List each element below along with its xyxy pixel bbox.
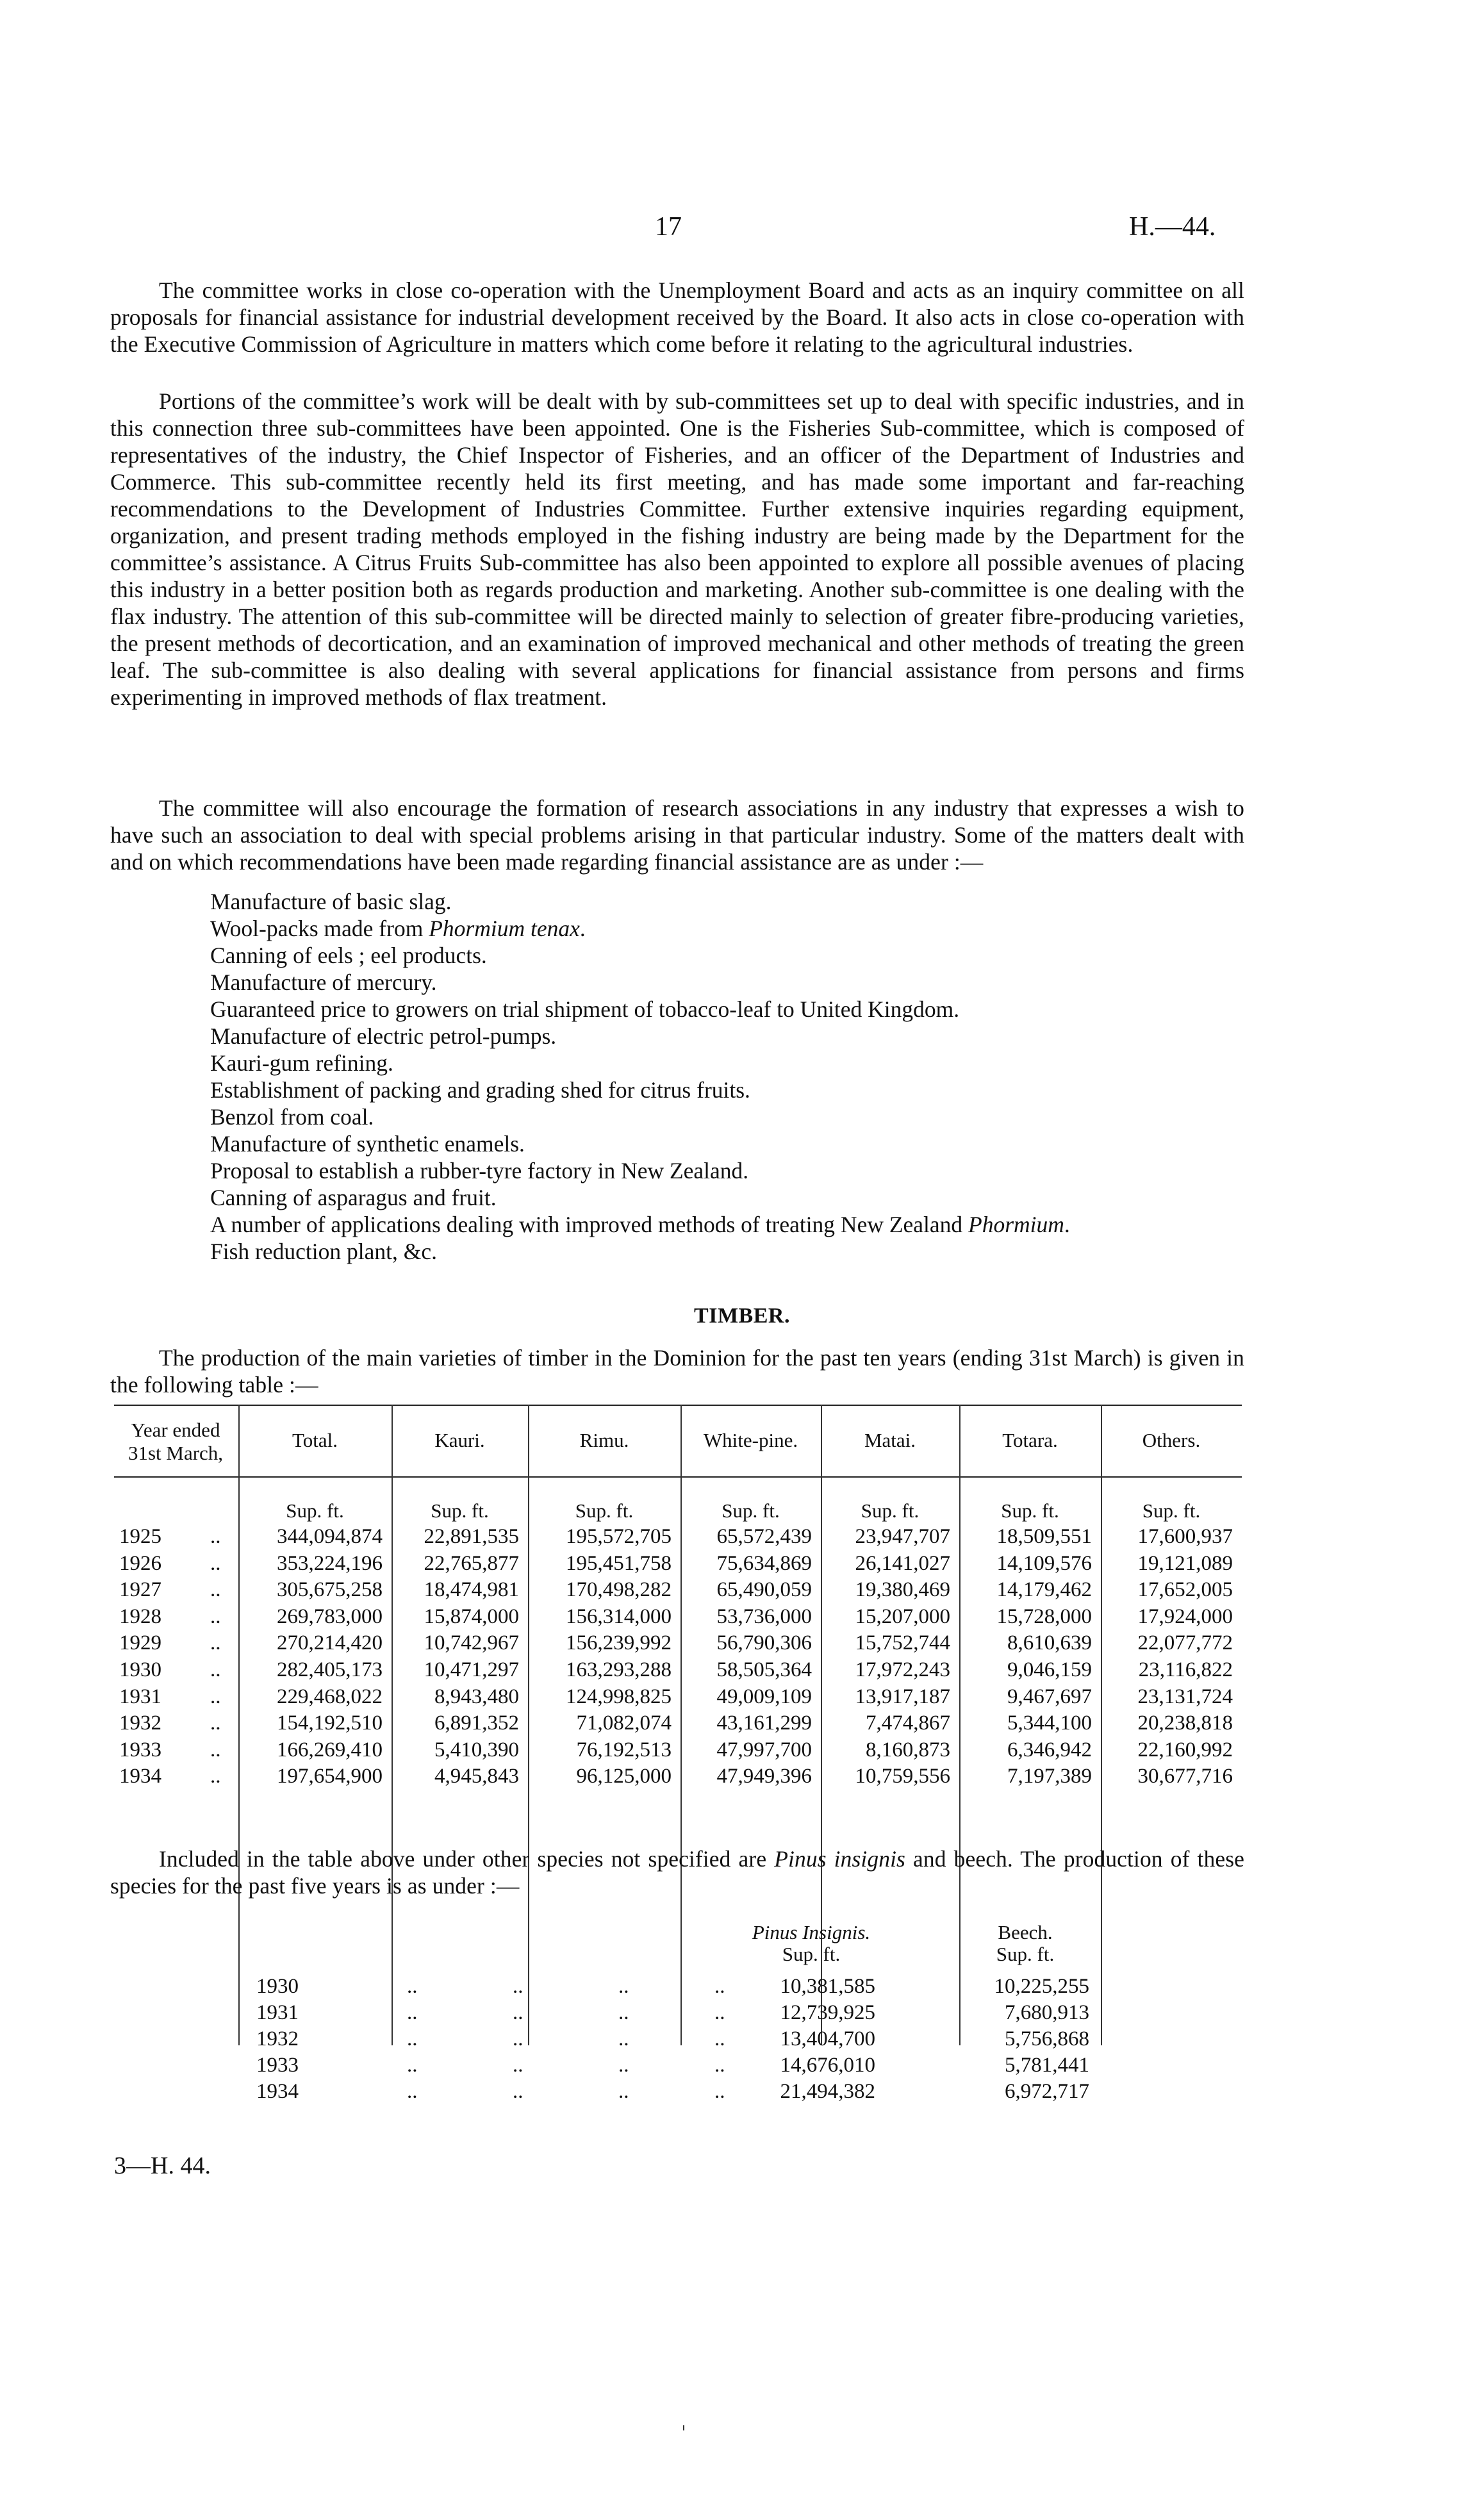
column-header: Total. <box>292 1429 338 1451</box>
value-cell: 229,468,022 <box>277 1685 383 1708</box>
list-item <box>210 1238 1070 1265</box>
leader-dots: .. <box>714 2054 725 2077</box>
footer-signature: 3—H. 44. <box>114 2152 211 2179</box>
value-cell: 15,207,000 <box>855 1604 950 1628</box>
year-cell: 1932 <box>119 1711 161 1735</box>
leader-dots: .. <box>407 2027 418 2050</box>
table-row <box>114 1605 1242 1632</box>
year-cell: 1933 <box>256 2054 299 2077</box>
species-column-header: Beech. <box>998 1921 1053 1943</box>
unit-label: Sup. ft. <box>431 1499 489 1522</box>
list-item-text: Benzol from coal. <box>210 1104 374 1130</box>
list-item <box>210 915 1070 942</box>
value-cell: 21,494,382 <box>780 2080 875 2103</box>
value-cell: 18,474,981 <box>424 1578 519 1602</box>
list-item-italic-term: Phormium <box>968 1212 1064 1237</box>
value-cell: 9,046,159 <box>1007 1658 1092 1681</box>
unit-label: Sup. ft. <box>782 1943 841 1965</box>
page-number: 17 <box>655 212 682 242</box>
leader-dots: .. <box>210 1551 221 1575</box>
list-item <box>210 888 1070 915</box>
table-row <box>0 1975 1484 2002</box>
value-cell: 75,634,869 <box>716 1551 812 1575</box>
value-cell: 166,269,410 <box>277 1738 383 1761</box>
list-item-text: Wool-packs made from <box>210 916 429 941</box>
list-item-italic-term: Phormium tenax <box>429 916 580 941</box>
paragraph-research-associations: The committee will also encourage the formation of research associations in any industry that expresses a wish to have such an association to deal with special problems arising in that particular industry. Some of the matters dealt with and on which recommendations have been made regarding financial assistance are as under :— <box>110 795 1244 875</box>
leader-dots: .. <box>407 1975 418 1998</box>
leader-dots: .. <box>210 1738 221 1761</box>
leader-dots: .. <box>210 1525 221 1548</box>
paragraph-sub-committees: Portions of the committee’s work will be dealt with by sub-committees set up to deal with specific industries, and in this connection three sub-committees have been appointed. One is the Fisheries Sub-committee, which is composed of representatives of the industry, the Chief Inspector of Fisheries, and an officer of the Department of Industries and Commerce. This sub-committee recently held its first meeting, and has made some important and far-reaching recommendations to the Development of Industries Committee. Further extensive inquiries regarding equipment, organization, and present trading methods employed in the fishing industry are being made by the Department for the committee’s assistance. A Citrus Fruits Sub-committee has also been appointed to explore all possible avenues of placing this industry in a better position both as regards production and marketing. Another sub-committee is one dealing with the flax industry. The attention of this sub-committee will be directed mainly to selection of greater fibre-producing varieties, the present methods of decortication, and an examination of improved mechanical and other methods of treating the green leaf. The sub-committee is also dealing with several applications for financial assistance from persons and firms experimenting in improved methods of flax treatment. <box>110 388 1244 710</box>
value-cell: 270,214,420 <box>277 1631 383 1655</box>
table-row <box>114 1525 1242 1552</box>
unit-label: Sup. ft. <box>1142 1499 1201 1522</box>
value-cell: 5,344,100 <box>1007 1711 1092 1735</box>
value-cell: 56,790,306 <box>716 1631 812 1655</box>
value-cell: 17,600,937 <box>1137 1525 1233 1548</box>
unit-label: Sup. ft. <box>996 1943 1055 1965</box>
value-cell: 4,945,843 <box>434 1765 519 1788</box>
value-cell: 14,109,576 <box>996 1551 1092 1575</box>
year-cell: 1929 <box>119 1631 161 1655</box>
list-item-text: Canning of asparagus and fruit. <box>210 1185 497 1210</box>
table-row <box>114 1685 1242 1712</box>
leader-dots: .. <box>210 1578 221 1602</box>
leader-dots: .. <box>618 2001 629 2024</box>
table-row <box>114 1765 1242 1792</box>
table-row <box>0 2027 1484 2054</box>
list-item-suffix: . <box>1064 1212 1070 1237</box>
value-cell: 65,490,059 <box>716 1578 812 1602</box>
table-row <box>114 1738 1242 1765</box>
leader-dots: .. <box>210 1711 221 1735</box>
leader-dots: .. <box>714 1975 725 1998</box>
value-cell: 7,197,389 <box>1007 1765 1092 1788</box>
list-item-suffix: . <box>579 916 586 941</box>
year-cell: 1927 <box>119 1578 161 1602</box>
leader-dots: .. <box>407 2054 418 2077</box>
value-cell: 19,121,089 <box>1137 1551 1233 1575</box>
column-header: Matai. <box>864 1429 916 1451</box>
list-item <box>210 1184 1070 1211</box>
list-item <box>210 1023 1070 1050</box>
value-cell: 10,381,585 <box>780 1975 875 1998</box>
column-header: Kauri. <box>434 1429 485 1451</box>
value-cell: 20,238,818 <box>1137 1711 1233 1735</box>
value-cell: 156,239,992 <box>566 1631 672 1655</box>
year-cell: 1928 <box>119 1604 161 1628</box>
leader-dots: .. <box>407 2080 418 2103</box>
year-cell: 1932 <box>256 2027 299 2050</box>
value-cell: 282,405,173 <box>277 1658 383 1681</box>
value-cell: 23,947,707 <box>855 1525 950 1548</box>
year-cell: 1934 <box>256 2080 299 2103</box>
value-cell: 15,752,744 <box>855 1631 950 1655</box>
value-cell: 156,314,000 <box>566 1604 672 1628</box>
year-cell: 1931 <box>119 1685 161 1708</box>
list-item <box>210 996 1070 1023</box>
value-cell: 13,917,187 <box>855 1685 950 1708</box>
unit-label: Sup. ft. <box>575 1499 634 1522</box>
table-row <box>114 1552 1242 1579</box>
value-cell: 269,783,000 <box>277 1604 383 1628</box>
value-cell: 124,998,825 <box>566 1685 672 1708</box>
table-header-rule <box>114 1476 1242 1478</box>
column-header: White-pine. <box>703 1429 798 1451</box>
leader-dots: .. <box>714 2027 725 2050</box>
list-item <box>210 942 1070 969</box>
list-item-text: Proposal to establish a rubber-tyre factory in New Zealand. <box>210 1158 749 1184</box>
value-cell: 26,141,027 <box>855 1551 950 1575</box>
value-cell: 71,082,074 <box>576 1711 672 1735</box>
value-cell: 163,293,288 <box>566 1658 672 1681</box>
value-cell: 19,380,469 <box>855 1578 950 1602</box>
list-item <box>210 969 1070 996</box>
value-cell: 23,131,724 <box>1137 1685 1233 1708</box>
year-cell: 1926 <box>119 1551 161 1575</box>
species-intro-text: Included in the table above under other species not specified are <box>159 1846 775 1872</box>
column-header: Totara. <box>1002 1429 1058 1451</box>
unit-label: Sup. ft. <box>286 1499 344 1522</box>
list-item-text: Fish reduction plant, &c. <box>210 1239 437 1264</box>
column-header-year <box>114 1419 237 1465</box>
value-cell: 22,765,877 <box>424 1551 519 1575</box>
value-cell: 13,404,700 <box>780 2027 875 2050</box>
species-intro-text: and beech. The production of these species for the past five years is as under :— <box>110 1846 1244 1899</box>
leader-dots: .. <box>513 1975 524 1998</box>
list-item <box>210 1211 1070 1238</box>
value-cell: 15,728,000 <box>996 1604 1092 1628</box>
table-row <box>0 2080 1484 2107</box>
value-cell: 5,756,868 <box>1005 2027 1089 2050</box>
year-cell: 1931 <box>256 2001 299 2024</box>
value-cell: 58,505,364 <box>716 1658 812 1681</box>
value-cell: 43,161,299 <box>716 1711 812 1735</box>
list-item <box>210 1130 1070 1157</box>
leader-dots: .. <box>714 2080 725 2103</box>
timber-intro: The production of the main varieties of timber in the Dominion for the past ten years (ending 31st March) is given in the following table :— <box>110 1345 1244 1398</box>
value-cell: 47,997,700 <box>716 1738 812 1761</box>
leader-dots: .. <box>513 2001 524 2024</box>
value-cell: 8,610,639 <box>1007 1631 1092 1655</box>
table-row <box>114 1631 1242 1658</box>
value-cell: 49,009,109 <box>716 1685 812 1708</box>
leader-dots: .. <box>618 2054 629 2077</box>
value-cell: 9,467,697 <box>1007 1685 1092 1708</box>
value-cell: 5,410,390 <box>434 1738 519 1761</box>
species-intro <box>110 1845 1244 1899</box>
value-cell: 7,474,867 <box>866 1711 950 1735</box>
value-cell: 6,891,352 <box>434 1711 519 1735</box>
year-header-line-2: 31st March, <box>128 1442 224 1464</box>
value-cell: 10,471,297 <box>424 1658 519 1681</box>
value-cell: 7,680,913 <box>1005 2001 1089 2024</box>
value-cell: 353,224,196 <box>277 1551 383 1575</box>
value-cell: 8,160,873 <box>866 1738 950 1761</box>
value-cell: 197,654,900 <box>277 1765 383 1788</box>
year-cell: 1930 <box>256 1975 299 1998</box>
year-header-line-1: Year ended <box>131 1419 220 1441</box>
value-cell: 17,652,005 <box>1137 1578 1233 1602</box>
value-cell: 6,346,942 <box>1007 1738 1092 1761</box>
table-row <box>114 1658 1242 1685</box>
value-cell: 195,451,758 <box>566 1551 672 1575</box>
value-cell: 22,160,992 <box>1137 1738 1233 1761</box>
leader-dots: .. <box>210 1685 221 1708</box>
table-row <box>0 2054 1484 2081</box>
list-item <box>210 1157 1070 1184</box>
value-cell: 12,739,925 <box>780 2001 875 2024</box>
year-cell: 1933 <box>119 1738 161 1761</box>
value-cell: 76,192,513 <box>576 1738 672 1761</box>
leader-dots: .. <box>714 2001 725 2024</box>
value-cell: 154,192,510 <box>277 1711 383 1735</box>
value-cell: 17,924,000 <box>1137 1604 1233 1628</box>
list-item-text: Guaranteed price to growers on trial shipment of tobacco-leaf to United Kingdom. <box>210 996 960 1022</box>
value-cell: 195,572,705 <box>566 1525 672 1548</box>
value-cell: 53,736,000 <box>716 1604 812 1628</box>
year-cell: 1930 <box>119 1658 161 1681</box>
list-item-text: Manufacture of electric petrol-pumps. <box>210 1023 557 1049</box>
column-header: Others. <box>1142 1429 1201 1451</box>
value-cell: 10,759,556 <box>855 1765 950 1788</box>
stray-mark <box>683 2425 684 2430</box>
value-cell: 344,094,874 <box>277 1525 383 1548</box>
list-item <box>210 1050 1070 1076</box>
value-cell: 22,891,535 <box>424 1525 519 1548</box>
species-intro-italic: Pinus insignis <box>774 1846 905 1872</box>
list-item-text: Manufacture of basic slag. <box>210 889 452 914</box>
value-cell: 6,972,717 <box>1005 2080 1089 2103</box>
list-item-text: Canning of eels ; eel products. <box>210 943 487 968</box>
leader-dots: .. <box>210 1604 221 1628</box>
value-cell: 8,943,480 <box>434 1685 519 1708</box>
column-header: Rimu. <box>579 1429 629 1451</box>
section-heading-timber: TIMBER. <box>694 1304 790 1328</box>
table-row <box>114 1711 1242 1738</box>
leader-dots: .. <box>618 2027 629 2050</box>
value-cell: 10,225,255 <box>994 1975 1089 1998</box>
list-item-text: Establishment of packing and grading shed for citrus fruits. <box>210 1077 750 1103</box>
unit-label: Sup. ft. <box>861 1499 919 1522</box>
value-cell: 22,077,772 <box>1137 1631 1233 1655</box>
leader-dots: .. <box>618 1975 629 1998</box>
leader-dots: .. <box>513 2080 524 2103</box>
value-cell: 14,676,010 <box>780 2054 875 2077</box>
leader-dots: .. <box>513 2054 524 2077</box>
species-column-header: Pinus Insignis. <box>752 1921 871 1943</box>
value-cell: 18,509,551 <box>996 1525 1092 1548</box>
value-cell: 30,677,716 <box>1137 1765 1233 1788</box>
table-row <box>0 2001 1484 2028</box>
leader-dots: .. <box>407 2001 418 2024</box>
leader-dots: .. <box>513 2027 524 2050</box>
value-cell: 23,116,822 <box>1138 1658 1233 1681</box>
matters-list <box>210 888 1070 1265</box>
unit-label: Sup. ft. <box>1001 1499 1059 1522</box>
value-cell: 10,742,967 <box>424 1631 519 1655</box>
value-cell: 47,949,396 <box>716 1765 812 1788</box>
document-code: H.—44. <box>1129 212 1216 242</box>
list-item-text: Manufacture of mercury. <box>210 969 437 995</box>
value-cell: 17,972,243 <box>855 1658 950 1681</box>
value-cell: 65,572,439 <box>716 1525 812 1548</box>
list-item <box>210 1103 1070 1130</box>
table-top-rule <box>114 1405 1242 1406</box>
leader-dots: .. <box>210 1658 221 1681</box>
table-row <box>114 1578 1242 1605</box>
unit-label: Sup. ft. <box>721 1499 780 1522</box>
year-cell: 1925 <box>119 1525 161 1548</box>
value-cell: 14,179,462 <box>996 1578 1092 1602</box>
list-item-text: Kauri-gum refining. <box>210 1050 393 1076</box>
year-cell: 1934 <box>119 1765 161 1788</box>
list-item <box>210 1076 1070 1103</box>
value-cell: 15,874,000 <box>424 1604 519 1628</box>
value-cell: 170,498,282 <box>566 1578 672 1602</box>
value-cell: 96,125,000 <box>576 1765 672 1788</box>
leader-dots: .. <box>210 1631 221 1655</box>
list-item-text: Manufacture of synthetic enamels. <box>210 1131 525 1157</box>
leader-dots: .. <box>210 1765 221 1788</box>
value-cell: 5,781,441 <box>1005 2054 1089 2077</box>
list-item-text: A number of applications dealing with improved methods of treating New Zealand <box>210 1212 969 1237</box>
value-cell: 305,675,258 <box>277 1578 383 1602</box>
paragraph-committee-cooperation: The committee works in close co-operation with the Unemployment Board and acts as an inquiry committee on all proposals for financial assistance for industrial development received by the Board. It also acts in close co-operation with the Executive Commission of Agriculture in matters which come before it relating to the agricultural industries. <box>110 277 1244 357</box>
leader-dots: .. <box>618 2080 629 2103</box>
